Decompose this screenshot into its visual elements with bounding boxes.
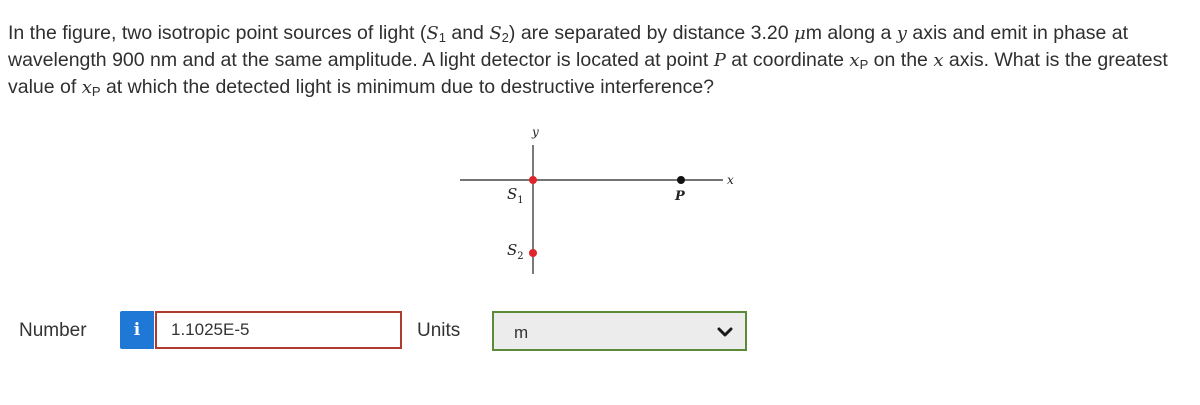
question-text: In the figure, two isotropic point sources of light ($S_1$ and $S_2$) are separated by distance 3.20 μm along a y axis and emit in phase at wavelength 900 nm and at the same amplitude. A light detector is located at point P at coordinate $x_P$ on the x axis. What is the greatest value of $x_P$ at which the detected light is minimum due to destructive interference? (8, 22, 1168, 99)
units-label: Units (417, 320, 461, 341)
s1-label: $S_1$ (507, 185, 524, 206)
detector-p-dot (677, 176, 685, 184)
units-select[interactable] (492, 311, 747, 351)
info-icon[interactable]: i (120, 311, 154, 349)
number-label: Number (19, 320, 87, 341)
p-label: P (675, 189, 685, 204)
number-input[interactable] (155, 311, 402, 349)
source-s2-dot (529, 249, 537, 257)
x-axis-label: x (727, 173, 734, 187)
chevron-down-icon (717, 324, 733, 340)
source-s1-dot (529, 176, 537, 184)
interference-figure (455, 122, 755, 282)
units-selected-value: m (514, 323, 529, 342)
answer-row (0, 310, 1200, 352)
s2-label: $S_2$ (507, 241, 524, 262)
y-axis-label: y (532, 125, 539, 139)
